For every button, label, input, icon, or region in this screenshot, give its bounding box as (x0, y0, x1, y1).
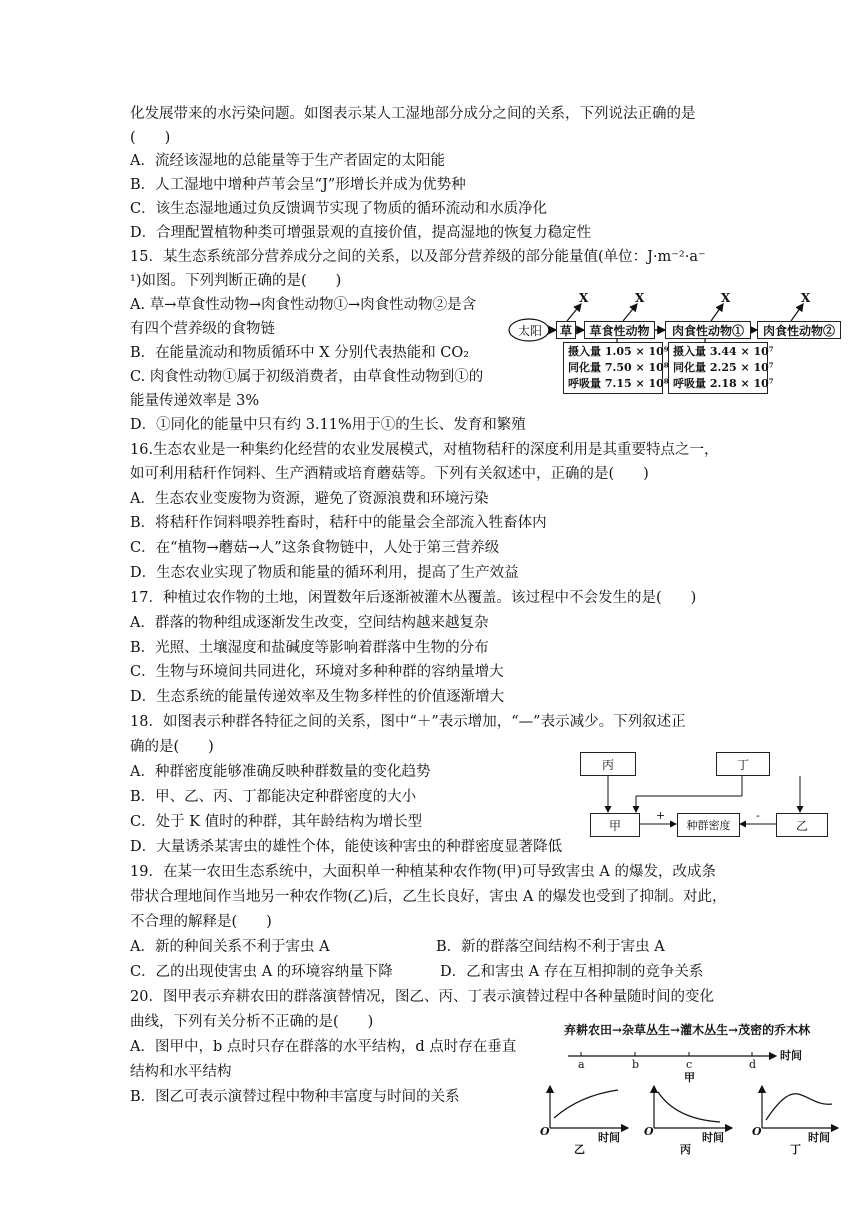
grass-node: 草 (556, 321, 576, 339)
jia-box: 甲 (590, 813, 640, 837)
time-label: 时间 (598, 1131, 620, 1144)
stat-line: 摄入量 3.44 × 10⁷ (673, 345, 774, 358)
text-line: 有四个营养级的食物链 (130, 321, 275, 337)
text-line: 能量传递效率是 3% (130, 393, 260, 409)
stat-line: 同化量 7.50 × 10⁸ (568, 361, 669, 374)
text-line: 如可利用秸秆作饲料、生产酒精或培育蘑菇等。下列有关叙述中，正确的是( ) (130, 466, 649, 482)
option-a: A．群落的物种组成逐渐发生改变，空间结构越来越复杂 (130, 615, 489, 631)
question-18: 18．如图表示种群各特征之间的关系，图中“＋”表示增加，“—”表示减少。下列叙述正 (130, 714, 686, 730)
figure-jia-label: 甲 (684, 1071, 695, 1084)
plus-sign: + (656, 809, 666, 822)
option-b: B．新的群落空间结构不利于害虫 A (436, 939, 665, 955)
minus-sign: - (756, 809, 760, 822)
option-a: A. 草→草食性动物→肉食性动物①→肉食性动物②是含 (130, 297, 477, 313)
carnivore-stats-box (668, 342, 774, 394)
point-label: d (749, 1058, 757, 1071)
option-d: D．合理配置植物种类可增强景观的直接价值，提高湿地的恢复力稳定性 (130, 225, 592, 241)
stat-line: 摄入量 1.05 × 10⁹ (568, 345, 669, 358)
option-c: C．处于 K 值时的种群，其年龄结构为增长型 (130, 814, 423, 830)
succession-axes (540, 1022, 840, 1157)
point-label: c (686, 1058, 693, 1071)
text-line: 不合理的解释是( ) (130, 914, 272, 930)
option-c: C．该生态湿地通过负反馈调节实现了物质的循环流动和水质净化 (130, 201, 548, 217)
text-line: ¹)如图。下列判断正确的是( ) (130, 273, 342, 289)
figure-yi-label: 乙 (574, 1143, 585, 1156)
text-line: 结构和水平结构 (130, 1064, 232, 1080)
option-d: D．生态系统的能量传递效率及生物多样性的价值逐渐增大 (130, 689, 505, 705)
text-line: ( ) (130, 130, 171, 146)
stat-line: 呼吸量 7.15 × 10⁸ (568, 377, 669, 390)
option-a: A．种群密度能够准确反映种群数量的变化趋势 (130, 764, 431, 780)
option-d: D．生态农业实现了物质和能量的循环利用，提高了生产效益 (130, 565, 519, 581)
carnivore-2-node: 肉食性动物② (757, 321, 841, 339)
option-c: C．在“植物→蘑菇→人”这条食物链中，人处于第三营养级 (130, 540, 500, 556)
time-label: 时间 (702, 1131, 724, 1144)
figure-ding-label: 丁 (790, 1143, 801, 1156)
question-15: 15．某生态系统部分营养成分之间的关系，以及部分营养级的部分能量值(单位：J·m⁻²·a⁻ (130, 249, 706, 265)
question-20: 20．图甲表示弃耕农田的群落演替情况，图乙、丙、丁表示演替过程中各种量随时间的变化 (130, 989, 714, 1005)
carnivore-1-node: 肉食性动物① (665, 321, 751, 339)
question-16: 16.生态农业是一种集约化经营的农业发展模式，对植物秸秆的深度利用是其重要特点之一， (130, 442, 719, 458)
herbivore-stats-box (563, 342, 669, 394)
option-a: A．流经该湿地的总能量等于生产者固定的太阳能 (130, 153, 445, 169)
option-c: C．乙的出现使害虫 A 的环境容纳量下降 (130, 964, 393, 980)
option-b: B．甲、乙、丙、丁都能决定种群密度的大小 (130, 789, 417, 805)
origin-label: O (540, 1125, 550, 1138)
text-line: 化发展带来的水污染问题。如图表示某人工湿地部分成分之间的关系，下列说法正确的是 (130, 106, 696, 122)
yi-box: 乙 (776, 813, 828, 837)
population-diagram (580, 752, 835, 842)
point-label: a (578, 1058, 585, 1071)
herbivore-node: 草食性动物 (584, 321, 655, 339)
question-17: 17．种植过农作物的土地，闲置数年后逐渐被灌木丛覆盖。该过程中不会发生的是( ) (130, 590, 697, 606)
option-d: D．①同化的能量中只有约 3.11%用于①的生长、发育和繁殖 (130, 417, 526, 433)
time-label: 时间 (808, 1131, 830, 1144)
option-b: B．将秸秆作饲料喂养牲畜时，秸秆中的能量会全部流入牲畜体内 (130, 515, 547, 531)
stat-line: 呼吸量 2.18 × 10⁷ (673, 377, 774, 390)
figure-bing-label: 丙 (680, 1143, 691, 1156)
sun-label: 太阳 (517, 323, 542, 338)
option-b: B．在能量流动和物质循环中 X 分别代表热能和 CO₂ (130, 345, 470, 361)
text-line: 曲线，下列有关分析不正确的是( ) (130, 1014, 374, 1030)
option-b: B．图乙可表示演替过程中物种丰富度与时间的关系 (130, 1089, 460, 1105)
stage-sequence: 弃耕农田→杂草丛生→灌木丛生→茂密的乔木林 (564, 1023, 811, 1037)
x-label: X (801, 291, 811, 305)
x-label: X (721, 291, 731, 305)
option-b: B．人工湿地中增种芦苇会呈“J”形增长并成为优势种 (130, 177, 466, 193)
ding-box: 丁 (716, 752, 770, 776)
option-d: D．大量诱杀某害虫的雄性个体，能使该种害虫的种群密度显著降低 (130, 839, 563, 855)
text-line: 确的是( ) (130, 739, 214, 755)
origin-label: O (752, 1125, 762, 1138)
option-d: D．乙和害虫 A 存在互相抑制的竞争关系 (440, 964, 704, 980)
option-a: A．新的种间关系不利于害虫 A (130, 939, 330, 955)
bing-box: 丙 (580, 752, 636, 776)
option-a: A．生态农业变废物为资源，避免了资源浪费和环境污染 (130, 491, 489, 507)
origin-label: O (644, 1125, 654, 1138)
energy-flow-diagram (505, 290, 845, 400)
option-c: C. 肉食性动物①属于初级消费者，由草食性动物到①的 (130, 369, 484, 385)
option-a: A．图甲中，b 点时只存在群落的水平结构，d 点时存在垂直 (130, 1039, 517, 1055)
succession-figure (540, 1022, 840, 1157)
point-label: b (632, 1058, 640, 1071)
question-19: 19．在某一农田生态系统中，大面积单一种植某种农作物(甲)可导致害虫 A 的爆发，改成条 (130, 864, 716, 880)
time-label: 时间 (780, 1049, 802, 1062)
density-box: 种群密度 (677, 813, 740, 837)
stat-line: 同化量 2.25 × 10⁷ (673, 361, 774, 374)
text-line: 带状合理地间作当地另一种农作物(乙)后，乙生长良好，害虫 A 的爆发也受到了抑制。对此， (130, 889, 727, 905)
option-c: C．生物与环境间共同进化，环境对多种种群的容纳量增大 (130, 664, 504, 680)
x-label: X (635, 291, 645, 305)
x-label: X (579, 291, 589, 305)
option-b: B．光照、土壤湿度和盐碱度等影响着群落中生物的分布 (130, 640, 489, 656)
